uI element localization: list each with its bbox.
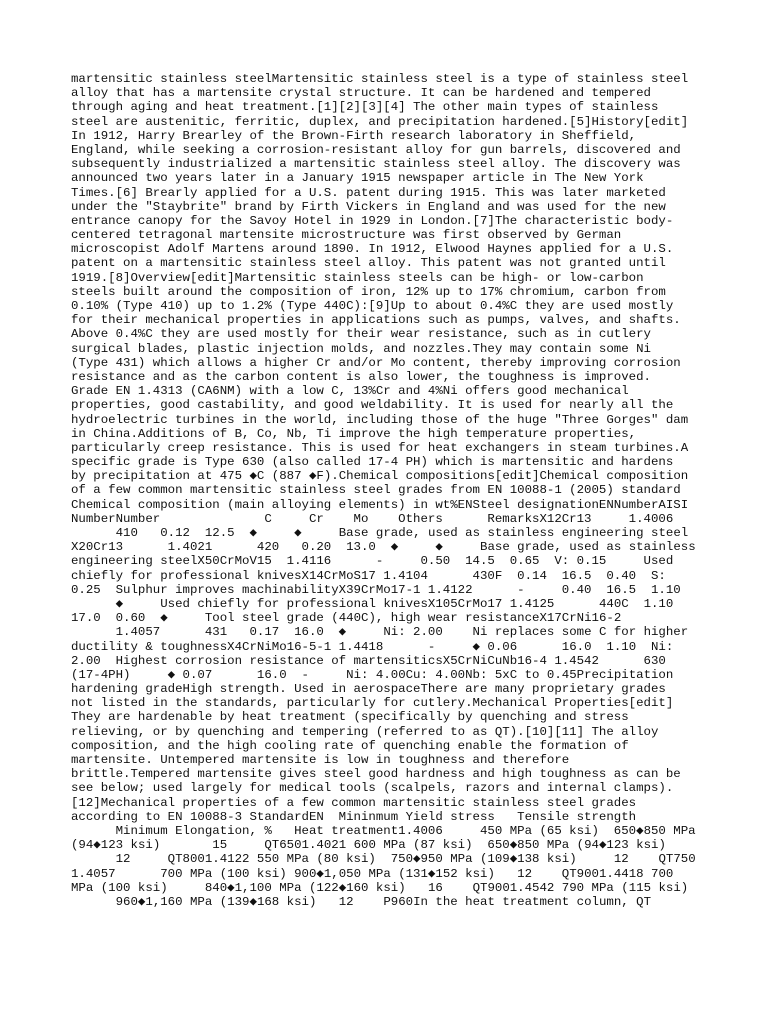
text-line: 1.4057 431 0.17 16.0 ◆ Ni: 2.00 Ni replaces some C for higher	[71, 625, 689, 640]
text-line: resistance and as the carbon content is also lower, the toughness is improved.	[71, 369, 651, 384]
text-line: see below; used largely for medical tools (scalpels, razors and internal clamps).	[71, 781, 674, 796]
text-line: 2.00 Highest corrosion resistance of martensiticsX5CrNiCuNb16-4 1.4542 630	[71, 653, 666, 668]
text-line: In 1912, Harry Brearley of the Brown-Firth research laboratory in Sheffield,	[71, 128, 637, 143]
text-line: England, while seeking a corrosion-resistant alloy for gun barrels, discovered and	[71, 142, 681, 157]
text-line: NumberNumber C Cr Mo Others RemarksX12Cr13 1.4006	[71, 511, 674, 526]
text-line: 960◆1,160 MPa (139◆168 ksi) 12 P960In the heat treatment column, QT	[71, 894, 652, 909]
text-line: announced two years later in a January 1915 newspaper article in The New York	[71, 171, 644, 186]
text-line: [12]Mechanical properties of a few common martensitic stainless steel grades	[71, 795, 637, 810]
text-line: steel are austenitic, ferritic, duplex, and precipitation hardened.[5]History[edit]	[71, 114, 689, 129]
text-line: (94◆123 ksi) 15 QT6501.4021 600 MPa (87 ksi) 650◆850 MPa (94◆123 ksi)	[71, 838, 666, 853]
text-line: ductility & toughnessX4CrNiMo16-5-1 1.4418 - ◆ 0.06 16.0 1.10 Ni:	[71, 639, 674, 654]
text-line: particularly creep resistance. This is used for heat exchangers in steam turbines.A	[71, 440, 689, 455]
text-line: 17.0 0.60 ◆ Tool steel grade (440C), high wear resistanceX17CrNi16-2	[71, 611, 622, 626]
text-line: (17-4PH) ◆ 0.07 16.0 - Ni: 4.00Cu: 4.00Nb: 5xC to 0.45Precipitation	[71, 667, 674, 682]
text-line: hardening gradeHigh strength. Used in aerospaceThere are many proprietary grades	[71, 682, 666, 697]
text-line: under the "Staybrite" brand by Firth Vickers in England and was used for the new	[71, 199, 666, 214]
text-line: specific grade is Type 630 (also called 17-4 PH) which is martensitic and hardens	[71, 455, 674, 470]
text-line: MPa (100 ksi) 840◆1,100 MPa (122◆160 ksi) 16 QT9001.4542 790 MPa (115 ksi)	[71, 880, 689, 895]
text-line: relieving, or by quenching and tempering (referred to as QT).[10][11] The alloy	[71, 724, 659, 739]
text-line: Minimum Elongation, % Heat treatment1.4006 450 MPa (65 ksi) 650◆850 MPa	[71, 823, 696, 838]
text-line: alloy that has a martensite crystal structure. It can be hardened and tempered	[71, 86, 651, 101]
text-line: 1919.[8]Overview[edit]Martensitic stainless steels can be high- or low-carbon	[71, 270, 644, 285]
text-line: engineering steelX50CrMoV15 1.4116 - 0.50 14.5 0.65 V: 0.15 Used	[71, 554, 674, 569]
text-line: Grade EN 1.4313 (CA6NM) with a low C, 13%Cr and 4%Ni offers good mechanical	[71, 384, 629, 399]
text-line: in China.Additions of B, Co, Nb, Ti improve the high temperature properties,	[71, 426, 637, 441]
text-line: chiefly for professional knivesX14CrMoS17 1.4104 430F 0.14 16.5 0.40 S:	[71, 568, 666, 583]
text-line: microscopist Adolf Martens around 1890. In 1912, Elwood Haynes applied for a U.S.	[71, 242, 674, 257]
text-line: subsequently industrialized a martensitic stainless steel alloy. The discovery was	[71, 157, 681, 172]
text-line: 12 QT8001.4122 550 MPa (80 ksi) 750◆950 MPa (109◆138 ksi) 12 QT750	[71, 852, 696, 867]
text-line: patent on a martensitic stainless steel alloy. This patent was not granted until	[71, 256, 666, 271]
text-line: surgical blades, plastic injection molds, and nozzles.They may contain some Ni	[71, 341, 651, 356]
text-line: entrance canopy for the Savoy Hotel in 1929 in London.[7]The characteristic body-	[71, 213, 674, 228]
text-line: (Type 431) which allows a higher Cr and/or Mo content, thereby improving corrosion	[71, 355, 681, 370]
text-line: by precipitation at 475 ◆C (887 ◆F).Chemical compositions[edit]Chemical composition	[71, 469, 689, 484]
text-line: Above 0.4%C they are used mostly for their wear resistance, such as in cutlery	[71, 327, 651, 342]
text-line: Times.[6] Brearly applied for a U.S. patent during 1915. This was later marketed	[71, 185, 666, 200]
text-line: hydroelectric turbines in the world, including those of the huge "Three Gorges" dam	[71, 412, 689, 427]
text-line: of a few common martensitic stainless steel grades from EN 10088-1 (2005) standard	[71, 483, 681, 498]
text-line: Chemical composition (main alloying elements) in wt%ENSteel designationENNumberAISI	[71, 497, 689, 512]
text-line: X20Cr13 1.4021 420 0.20 13.0 ◆ ◆ Base grade, used as stainless	[71, 540, 696, 555]
text-line: ◆ Used chiefly for professional knivesX105CrMo17 1.4125 440C 1.10	[71, 596, 674, 611]
text-line: through aging and heat treatment.[1][2][3][4] The other main types of stainless	[71, 100, 659, 115]
text-line: They are hardenable by heat treatment (specifically by quenching and stress	[71, 710, 629, 725]
text-line: according to EN 10088-3 StandardEN Mininmum Yield stress Tensile strength	[71, 809, 637, 824]
text-line: brittle.Tempered martensite gives steel good hardness and high toughness as can be	[71, 767, 681, 782]
document-body-text	[71, 72, 711, 909]
text-line: 1.4057 700 MPa (100 ksi) 900◆1,050 MPa (131◆152 ksi) 12 QT9001.4418 700	[71, 866, 674, 881]
text-line: 0.10% (Type 410) up to 1.2% (Type 440C):[9]Up to about 0.4%C they are used mostly	[71, 299, 674, 313]
text-line: steels built around the composition of iron, 12% up to 17% chromium, carbon from	[71, 284, 666, 299]
text-line: martensite. Untempered martensite is low in toughness and therefore	[71, 753, 570, 767]
text-line: composition, and the high cooling rate of quenching enable the formation of	[71, 738, 629, 753]
text-line: 410 0.12 12.5 ◆ ◆ Base grade, used as stainless engineering steel	[71, 526, 689, 540]
text-line: for their mechanical properties in applications such as pumps, valves, and shafts.	[71, 313, 681, 328]
text-line: properties, good castability, and good weldability. It is used for nearly all the	[71, 398, 674, 413]
text-line: 0.25 Sulphur improves machinabilityX39CrMo17-1 1.4122 - 0.40 16.5 1.10	[71, 582, 681, 597]
text-line: martensitic stainless steelMartensitic stainless steel is a type of stainless steel	[71, 72, 689, 86]
text-line: centered tetragonal martensite microstructure was first observed by German	[71, 228, 622, 243]
text-line: not listed in the standards, particularly for cutlery.Mechanical Properties[edit]	[71, 696, 674, 711]
